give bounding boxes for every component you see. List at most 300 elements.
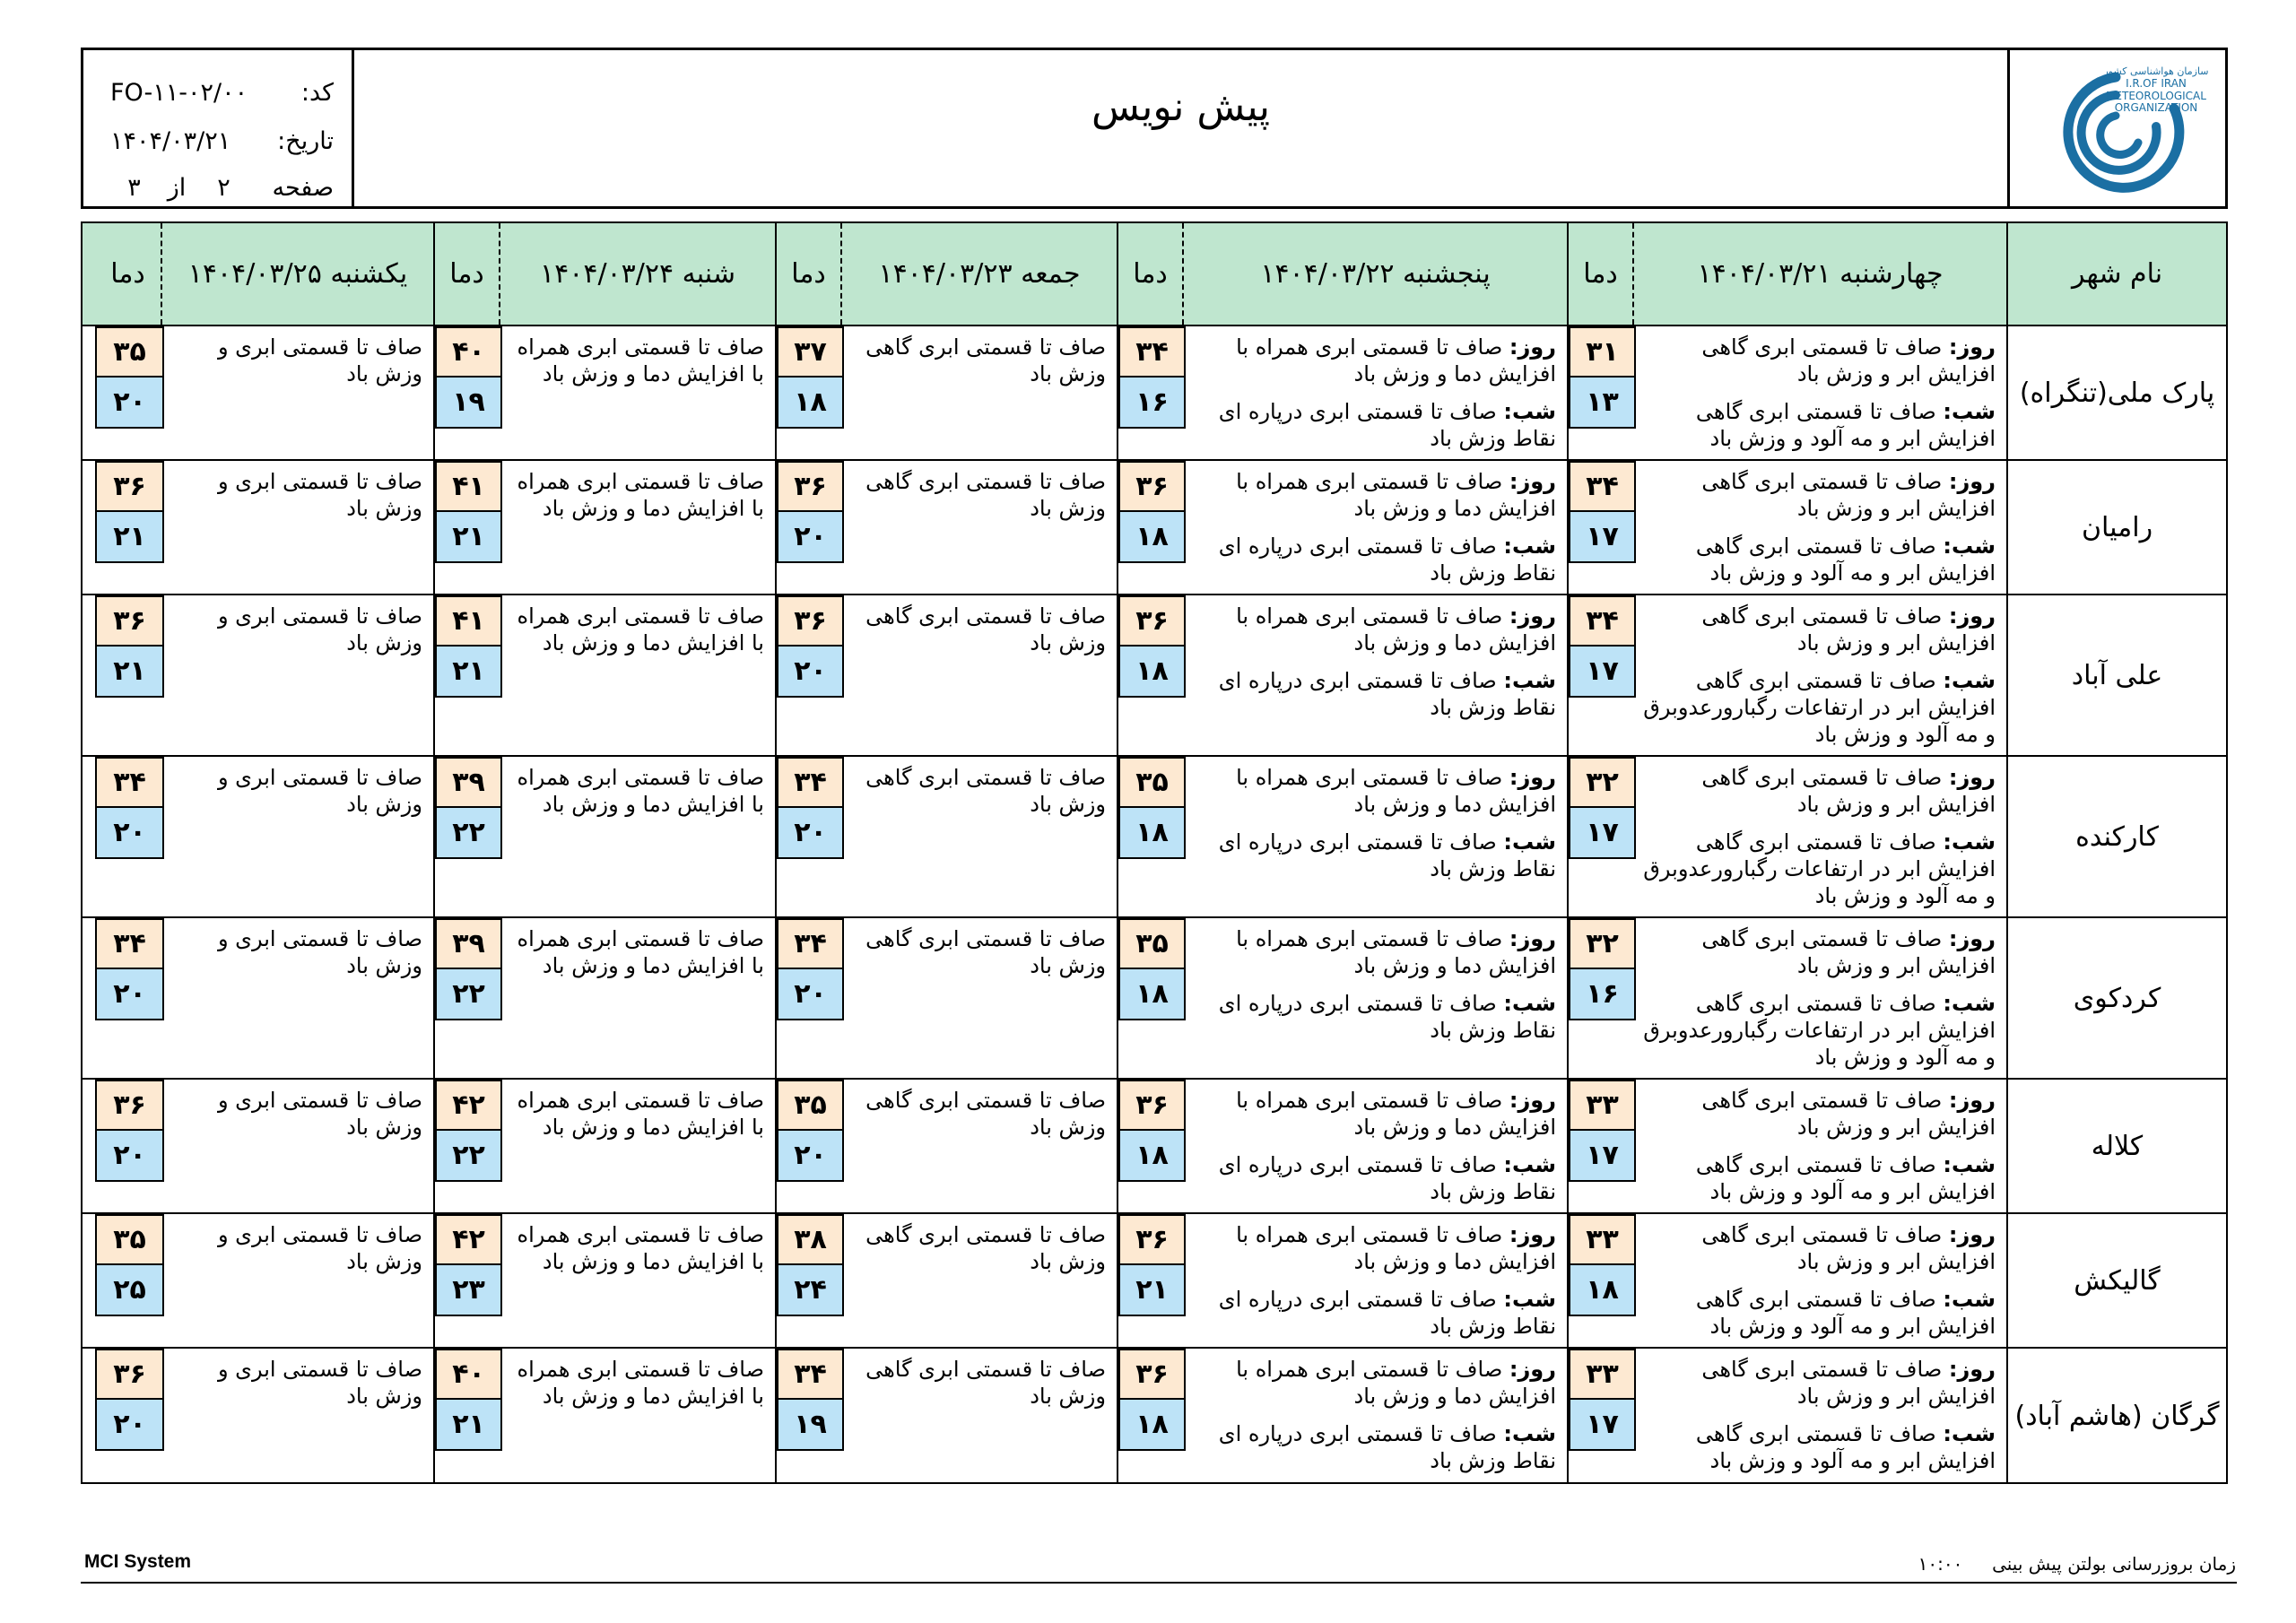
date-value: ۱۴۰۴/۰۳/۲۱ [110,126,231,155]
column-header-day-1: چهارشنبه ۱۴۰۴/۰۳/۲۱ [1697,258,1944,290]
forecast-day-1 [1634,461,2006,594]
night-label: شب: [1503,668,1556,693]
day-label: روز: [1509,469,1556,494]
night-label: شب: [1943,1421,1996,1446]
forecast-day-5 [162,1214,433,1347]
max-temp-1: ۳۴ [1569,595,1636,647]
forecast-day-1 [1634,918,2006,1078]
day-forecast-text: صاف تا قسمتی ابری همراه با افزایش دما و وزش باد [1236,926,1556,978]
temp-day-4 [433,595,500,755]
forecast-day-3 [842,757,1117,916]
forecast-text: صاف تا قسمتی ابری همراه با افزایش دما و وزش باد [517,1357,764,1409]
forecast-day-5 [162,326,433,459]
night-label: شب: [1503,399,1556,424]
day-forecast-text: صاف تا قسمتی ابری همراه با افزایش دما و وزش باد [1236,765,1556,817]
temp-day-2 [1117,461,1184,594]
temp-day-4 [433,461,500,594]
min-temp-3: ۲۰ [777,969,844,1020]
day-forecast-text: صاف تا قسمتی ابری گاهی افزایش ابر و وزش باد [1701,926,1996,978]
city-name: علی آباد [2006,595,2226,755]
temp-day-5 [95,461,162,594]
forecast-day-4 [500,595,775,755]
column-header-temp-1: دما [1567,223,1634,325]
min-temp-2: ۱۸ [1118,808,1186,859]
temp-day-5 [95,326,162,459]
forecast-day-4 [500,1080,775,1212]
temp-day-3 [775,326,842,459]
day-label: روز: [1509,334,1556,360]
min-temp-4: ۲۳ [435,1265,502,1316]
temp-day-2 [1117,595,1184,755]
column-header-day-3: جمعه ۱۴۰۴/۰۳/۲۳ [878,258,1081,290]
min-temp-3: ۲۰ [777,1131,844,1182]
org-name-en-1: I.R.OF IRAN [2125,76,2187,90]
forecast-day-2 [1184,1214,1567,1347]
page-total: ۳ [127,173,141,202]
min-temp-3: ۲۴ [777,1265,844,1316]
max-temp-3: ۳۶ [777,595,844,647]
day-label: روز: [1509,1222,1556,1247]
day-label: روز: [1948,926,1996,951]
min-temp-1: ۱۷ [1569,1400,1636,1451]
night-forecast-text: صاف تا قسمتی ابری درپاره ای نقاط وزش باد [1218,991,1556,1043]
day-label: روز: [1948,603,1996,629]
temp-day-5 [95,918,162,1078]
column-header-temp-5: دما [95,223,162,325]
forecast-day-5 [162,1349,433,1483]
update-info [1918,1553,2236,1575]
day-label: روز: [1948,334,1996,360]
min-temp-4: ۲۱ [435,647,502,698]
document-meta [83,50,354,206]
max-temp-1: ۳۳ [1569,1214,1636,1265]
forecast-text: صاف تا قسمتی ابری گاهی وزش باد [865,765,1106,817]
forecast-text: صاف تا قسمتی ابری همراه با افزایش دما و وزش باد [517,1088,764,1140]
day-forecast-text: صاف تا قسمتی ابری همراه با افزایش دما و وزش باد [1236,469,1556,521]
max-temp-1: ۳۳ [1569,1349,1636,1400]
temp-day-1 [1567,1080,1634,1212]
day-label: روز: [1509,765,1556,790]
min-temp-5: ۲۱ [95,647,164,698]
night-label: شب: [1503,1287,1556,1312]
column-header-day-4: شنبه ۱۴۰۴/۰۳/۲۴ [540,258,735,290]
night-forecast-text: صاف تا قسمتی ابری گاهی افزایش ابر و مه آلود و وزش باد [1695,1421,1996,1473]
forecast-day-1 [1634,757,2006,916]
night-forecast-text: صاف تا قسمتی ابری درپاره ای نقاط وزش باد [1218,399,1556,451]
max-temp-3: ۳۸ [777,1214,844,1265]
forecast-text: صاف تا قسمتی ابری و وزش باد [217,1357,422,1409]
day-forecast-text: صاف تا قسمتی ابری گاهی افزایش ابر و وزش باد [1701,469,1996,521]
night-label: شب: [1503,829,1556,855]
temp-day-4 [433,1349,500,1483]
org-name-en-3: ORGANIZATION [2114,100,2197,114]
code-label: کد: [300,78,334,107]
max-temp-5: ۳۶ [95,595,164,647]
day-forecast-text: صاف تا قسمتی ابری گاهی افزایش ابر و وزش باد [1701,334,1996,386]
night-label: شب: [1943,1152,1996,1177]
max-temp-3: ۳۶ [777,461,844,512]
min-temp-5: ۲۰ [95,1131,164,1182]
forecast-day-5 [162,757,433,916]
night-label: شب: [1943,991,1996,1016]
min-temp-3: ۲۰ [777,808,844,859]
max-temp-5: ۳۴ [95,918,164,969]
max-temp-5: ۳۶ [95,1349,164,1400]
column-header-temp-3: دما [775,223,842,325]
forecast-day-1 [1634,595,2006,755]
org-logo [2007,50,2225,206]
max-temp-4: ۴۲ [435,1214,502,1265]
forecast-text: صاف تا قسمتی ابری همراه با افزایش دما و وزش باد [517,603,764,655]
page-of: از [167,173,187,202]
min-temp-5: ۲۰ [95,969,164,1020]
table-row [83,918,2226,1080]
day-label: روز: [1509,603,1556,629]
max-temp-2: ۳۶ [1118,1214,1186,1265]
table-row [83,1349,2226,1483]
min-temp-5: ۲۱ [95,512,164,563]
forecast-day-2 [1184,595,1567,755]
forecast-text: صاف تا قسمتی ابری همراه با افزایش دما و وزش باد [517,334,764,386]
org-name-fa: سازمان هواشناسی کشور [2102,65,2209,77]
day-label: روز: [1509,926,1556,951]
temp-day-5 [95,1214,162,1347]
temp-day-1 [1567,326,1634,459]
min-temp-2: ۱۸ [1118,647,1186,698]
forecast-text: صاف تا قسمتی ابری همراه با افزایش دما و وزش باد [517,926,764,978]
table-row [83,757,2226,918]
day-label: روز: [1948,1357,1996,1382]
temp-day-1 [1567,757,1634,916]
max-temp-4: ۴۰ [435,1349,502,1400]
min-temp-1: ۱۷ [1569,512,1636,563]
min-temp-4: ۲۱ [435,512,502,563]
forecast-day-1 [1634,1214,2006,1347]
table-row [83,1214,2226,1349]
night-forecast-text: صاف تا قسمتی ابری گاهی افزایش ابر در ارتفاعات رگبارورعدوبرق و مه آلود و وزش باد [1643,668,1996,747]
min-temp-3: ۱۸ [777,378,844,429]
update-label: زمان بروزرسانی بولتن پیش بینی [1992,1553,2236,1575]
forecast-text: صاف تا قسمتی ابری گاهی وزش باد [865,1088,1106,1140]
min-temp-5: ۲۰ [95,1400,164,1451]
temp-day-2 [1117,1349,1184,1483]
max-temp-3: ۳۴ [777,918,844,969]
max-temp-1: ۳۲ [1569,918,1636,969]
forecast-day-5 [162,595,433,755]
forecast-day-3 [842,1214,1117,1347]
temp-day-3 [775,918,842,1078]
forecast-text: صاف تا قسمتی ابری و وزش باد [217,765,422,817]
forecast-day-4 [500,326,775,459]
night-forecast-text: صاف تا قسمتی ابری گاهی افزایش ابر در ارتفاعات رگبارورعدوبرق و مه آلود و وزش باد [1643,829,1996,908]
forecast-text: صاف تا قسمتی ابری و وزش باد [217,1222,422,1274]
forecast-day-5 [162,918,433,1078]
temp-day-5 [95,1349,162,1483]
max-temp-1: ۳۴ [1569,461,1636,512]
forecast-text: صاف تا قسمتی ابری همراه با افزایش دما و وزش باد [517,1222,764,1274]
forecast-day-5 [162,461,433,594]
forecast-day-2 [1184,918,1567,1078]
temp-day-3 [775,757,842,916]
forecast-text: صاف تا قسمتی ابری همراه با افزایش دما و وزش باد [517,469,764,521]
night-forecast-text: صاف تا قسمتی ابری گاهی افزایش ابر و مه آلود و وزش باد [1695,399,1996,451]
night-forecast-text: صاف تا قسمتی ابری درپاره ای نقاط وزش باد [1218,668,1556,720]
max-temp-5: ۳۵ [95,1214,164,1265]
max-temp-5: ۳۴ [95,757,164,808]
forecast-text: صاف تا قسمتی ابری گاهی وزش باد [865,1222,1106,1274]
temp-day-3 [775,595,842,755]
forecast-day-1 [1634,1349,2006,1483]
forecast-day-3 [842,461,1117,594]
max-temp-5: ۳۵ [95,326,164,378]
table-row [83,326,2226,461]
temp-day-3 [775,1080,842,1212]
night-forecast-text: صاف تا قسمتی ابری گاهی افزایش ابر و مه آلود و وزش باد [1695,1152,1996,1204]
temp-day-4 [433,757,500,916]
temp-day-1 [1567,461,1634,594]
night-label: شب: [1503,534,1556,559]
forecast-day-2 [1184,1349,1567,1483]
max-temp-1: ۳۳ [1569,1080,1636,1131]
system-name: MCI System [84,1551,192,1572]
forecast-text: صاف تا قسمتی ابری و وزش باد [217,334,422,386]
document-header [81,48,2228,209]
min-temp-4: ۲۲ [435,1131,502,1182]
max-temp-2: ۳۶ [1118,1080,1186,1131]
column-header-city: نام شهر [2006,223,2226,325]
date-label: تاریخ: [277,126,334,155]
max-temp-2: ۳۶ [1118,461,1186,512]
night-label: شب: [1943,1287,1996,1312]
night-label: شب: [1943,534,1996,559]
forecast-day-2 [1184,461,1567,594]
forecast-day-5 [162,1080,433,1212]
max-temp-2: ۳۴ [1118,326,1186,378]
night-label: شب: [1503,1152,1556,1177]
max-temp-4: ۳۹ [435,918,502,969]
day-forecast-text: صاف تا قسمتی ابری همراه با افزایش دما و وزش باد [1236,1222,1556,1274]
code-value: FO-۱۱-۰۲/۰۰ [110,78,248,107]
temp-day-1 [1567,595,1634,755]
min-temp-4: ۲۲ [435,808,502,859]
min-temp-1: ۱۸ [1569,1265,1636,1316]
column-header-temp-4: دما [433,223,500,325]
temp-day-2 [1117,1214,1184,1347]
forecast-day-4 [500,1349,775,1483]
table-body [83,326,2226,1483]
day-label: روز: [1948,1222,1996,1247]
min-temp-1: ۱۷ [1569,808,1636,859]
night-forecast-text: صاف تا قسمتی ابری درپاره ای نقاط وزش باد [1218,1421,1556,1473]
forecast-day-1 [1634,326,2006,459]
forecast-day-3 [842,1349,1117,1483]
forecast-day-4 [500,461,775,594]
forecast-day-3 [842,1080,1117,1212]
min-temp-5: ۲۵ [95,1265,164,1316]
code-row [110,68,334,117]
forecast-text: صاف تا قسمتی ابری گاهی وزش باد [865,1357,1106,1409]
temp-day-1 [1567,1214,1634,1347]
night-forecast-text: صاف تا قسمتی ابری گاهی افزایش ابر در ارتفاعات رگبارورعدوبرق و مه آلود و وزش باد [1643,991,1996,1070]
temp-day-5 [95,1080,162,1212]
forecast-text: صاف تا قسمتی ابری و وزش باد [217,1088,422,1140]
min-temp-2: ۱۶ [1118,378,1186,429]
min-temp-1: ۱۷ [1569,1131,1636,1182]
forecast-text: صاف تا قسمتی ابری گاهی وزش باد [865,334,1106,386]
min-temp-1: ۱۷ [1569,647,1636,698]
min-temp-2: ۱۸ [1118,969,1186,1020]
table-row [83,461,2226,595]
night-label: شب: [1503,1421,1556,1446]
day-label: روز: [1509,1088,1556,1113]
forecast-text: صاف تا قسمتی ابری و وزش باد [217,469,422,521]
city-name: پارک ملی(تنگراه) [2006,326,2226,459]
night-forecast-text: صاف تا قسمتی ابری درپاره ای نقاط وزش باد [1218,829,1556,881]
min-temp-2: ۱۸ [1118,1131,1186,1182]
night-forecast-text: صاف تا قسمتی ابری گاهی افزایش ابر و مه آلود و وزش باد [1695,1287,1996,1339]
max-temp-5: ۳۶ [95,1080,164,1131]
forecast-table [81,221,2228,1484]
org-name-en-2: METEOROLOGICAL [2105,89,2206,102]
column-header-temp-2: دما [1117,223,1184,325]
footer-divider [81,1582,2237,1584]
min-temp-5: ۲۰ [95,808,164,859]
max-temp-2: ۳۶ [1118,1349,1186,1400]
city-name: کردکوی [2006,918,2226,1078]
night-label: شب: [1943,668,1996,693]
max-temp-2: ۳۵ [1118,918,1186,969]
day-forecast-text: صاف تا قسمتی ابری همراه با افزایش دما و وزش باد [1236,603,1556,655]
temp-day-5 [95,757,162,916]
night-label: شب: [1943,829,1996,855]
min-temp-3: ۱۹ [777,1400,844,1451]
column-header-day-5: یکشنبه ۱۴۰۴/۰۳/۲۵ [187,258,408,290]
table-row [83,1080,2226,1214]
max-temp-2: ۳۵ [1118,757,1186,808]
max-temp-5: ۳۶ [95,461,164,512]
day-forecast-text: صاف تا قسمتی ابری گاهی افزایش ابر و وزش باد [1701,603,1996,655]
forecast-day-2 [1184,757,1567,916]
table-row [83,595,2226,757]
day-label: روز: [1509,1357,1556,1382]
forecast-text: صاف تا قسمتی ابری و وزش باد [217,603,422,655]
temp-day-3 [775,1214,842,1347]
page-title: پیش نویس [1091,84,1270,130]
max-temp-4: ۴۲ [435,1080,502,1131]
day-forecast-text: صاف تا قسمتی ابری همراه با افزایش دما و وزش باد [1236,1088,1556,1140]
date-row [110,117,334,165]
max-temp-4: ۴۰ [435,326,502,378]
city-name: گالیکش [2006,1214,2226,1347]
min-temp-1: ۱۳ [1569,378,1636,429]
temp-day-4 [433,1080,500,1212]
forecast-day-3 [842,595,1117,755]
min-temp-4: ۲۱ [435,1400,502,1451]
max-temp-3: ۳۴ [777,1349,844,1400]
night-label: شب: [1943,399,1996,424]
temp-day-2 [1117,326,1184,459]
max-temp-4: ۴۱ [435,461,502,512]
column-header-day-2: پنجشنبه ۱۴۰۴/۰۳/۲۲ [1260,258,1491,290]
day-label: روز: [1948,765,1996,790]
night-forecast-text: صاف تا قسمتی ابری درپاره ای نقاط وزش باد [1218,1287,1556,1339]
forecast-text: صاف تا قسمتی ابری همراه با افزایش دما و وزش باد [517,765,764,817]
max-temp-2: ۳۶ [1118,595,1186,647]
min-temp-2: ۲۱ [1118,1265,1186,1316]
city-name: گرگان (هاشم آباد) [2006,1349,2226,1483]
forecast-text: صاف تا قسمتی ابری و وزش باد [217,926,422,978]
forecast-day-4 [500,918,775,1078]
night-label: شب: [1503,991,1556,1016]
table-header-row [83,223,2226,326]
temp-day-3 [775,461,842,594]
night-forecast-text: صاف تا قسمتی ابری درپاره ای نقاط وزش باد [1218,534,1556,586]
temp-day-2 [1117,757,1184,916]
day-forecast-text: صاف تا قسمتی ابری گاهی افزایش ابر و وزش باد [1701,1088,1996,1140]
temp-day-1 [1567,1349,1634,1483]
day-forecast-text: صاف تا قسمتی ابری گاهی افزایش ابر و وزش باد [1701,1222,1996,1274]
night-forecast-text: صاف تا قسمتی ابری درپاره ای نقاط وزش باد [1218,1152,1556,1204]
max-temp-3: ۳۷ [777,326,844,378]
update-time: ۱۰:۰۰ [1918,1553,1963,1575]
temp-day-4 [433,1214,500,1347]
min-temp-1: ۱۶ [1569,969,1636,1020]
max-temp-4: ۳۹ [435,757,502,808]
temp-day-2 [1117,1080,1184,1212]
forecast-day-2 [1184,326,1567,459]
forecast-day-4 [500,1214,775,1347]
forecast-day-1 [1634,1080,2006,1212]
min-temp-2: ۱۸ [1118,1400,1186,1451]
page-current: ۲ [217,173,230,202]
temp-day-3 [775,1349,842,1483]
min-temp-4: ۱۹ [435,378,502,429]
min-temp-4: ۲۲ [435,969,502,1020]
forecast-text: صاف تا قسمتی ابری گاهی وزش باد [865,603,1106,655]
max-temp-3: ۳۴ [777,757,844,808]
temp-day-4 [433,326,500,459]
city-name: کلاله [2006,1080,2226,1212]
forecast-day-4 [500,757,775,916]
night-forecast-text: صاف تا قسمتی ابری گاهی افزایش ابر و مه آلود و وزش باد [1695,534,1996,586]
city-name: کارکنده [2006,757,2226,916]
day-forecast-text: صاف تا قسمتی ابری همراه با افزایش دما و وزش باد [1236,334,1556,386]
temp-day-5 [95,595,162,755]
forecast-text: صاف تا قسمتی ابری گاهی وزش باد [865,926,1106,978]
temp-day-4 [433,918,500,1078]
temp-day-1 [1567,918,1634,1078]
forecast-day-2 [1184,1080,1567,1212]
city-name: رامیان [2006,461,2226,594]
min-temp-2: ۱۸ [1118,512,1186,563]
spiral-logo-icon [2022,55,2214,203]
max-temp-1: ۳۱ [1569,326,1636,378]
min-temp-3: ۲۰ [777,512,844,563]
day-forecast-text: صاف تا قسمتی ابری گاهی افزایش ابر و وزش باد [1701,1357,1996,1409]
temp-day-2 [1117,918,1184,1078]
forecast-text: صاف تا قسمتی ابری گاهی وزش باد [865,469,1106,521]
day-forecast-text: صاف تا قسمتی ابری گاهی افزایش ابر و وزش باد [1701,765,1996,817]
page-label: صفحه [272,173,334,202]
min-temp-5: ۲۰ [95,378,164,429]
day-forecast-text: صاف تا قسمتی ابری همراه با افزایش دما و وزش باد [1236,1357,1556,1409]
max-temp-4: ۴۱ [435,595,502,647]
day-label: روز: [1948,469,1996,494]
day-label: روز: [1948,1088,1996,1113]
page-number-row [110,165,334,210]
max-temp-3: ۳۵ [777,1080,844,1131]
forecast-day-3 [842,326,1117,459]
